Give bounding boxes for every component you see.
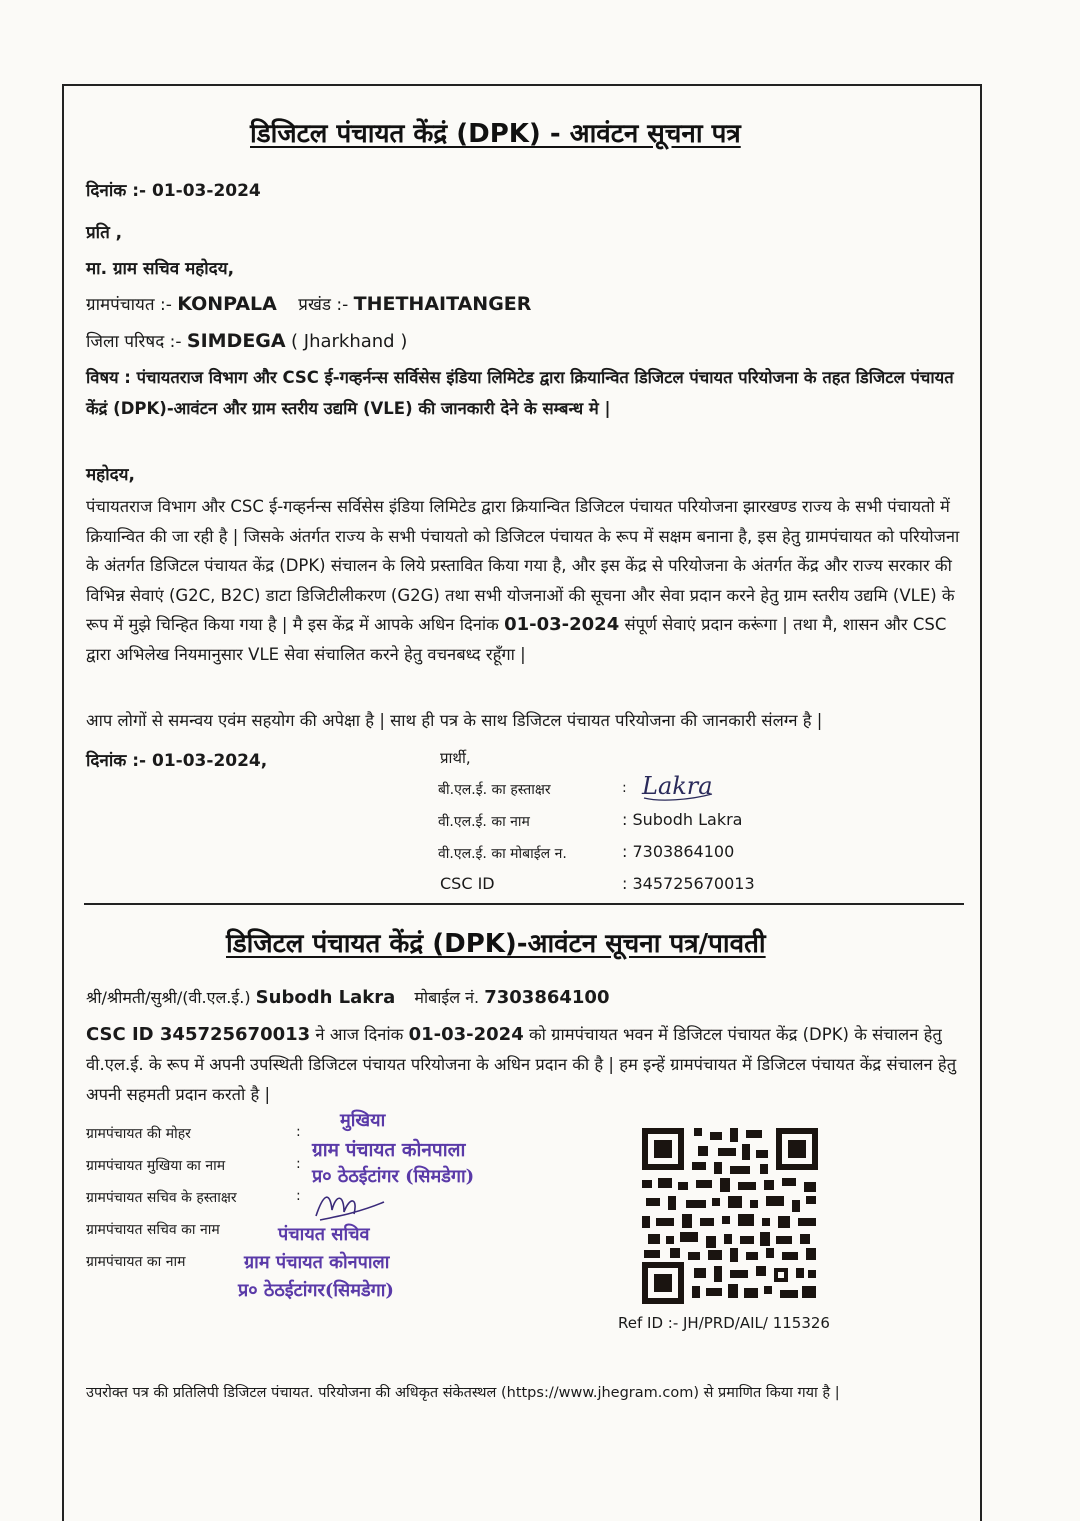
- vle-mobile-label: वी.एल.ई. का मोबाईल न.: [438, 846, 567, 862]
- section-divider: [84, 903, 964, 905]
- sign-date: दिनांक :- 01-03-2024,: [86, 751, 268, 771]
- mobile-label: मोबाईल नं.: [414, 988, 480, 1007]
- vle-signature-text: Lakra: [642, 772, 713, 800]
- qr-code: [642, 1128, 818, 1304]
- letter-date: दिनांक :- 01-03-2024: [86, 181, 261, 201]
- signature-colon: :: [622, 780, 627, 796]
- vle-signature-label: बी.एल.ई. का हस्ताक्षर: [438, 782, 551, 798]
- block-label: प्रखंड :-: [298, 295, 349, 315]
- mukhiya-stamp-block: प्र० ठेठईटांगर (सिमडेगा): [312, 1166, 475, 1187]
- subject: विषय : पंचायतराज विभाग और CSC ई-गव्हर्नन्स सर्विसेस इंडिया लिमिटेड द्वारा क्रियान्वित डिजिटल पंचायत परियोजना के तहत डिजिटल पंचायत केंद्रं (DPK)-आवंटन और ग्राम स्तरीय उद्यमि (VLE) की जानकारी देने के सम्बन्ध मे |: [86, 368, 954, 418]
- receipt-csc-id: CSC ID 345725670013: [86, 1024, 311, 1045]
- vle-name-value: : Subodh Lakra: [622, 810, 743, 829]
- block-value: THETHAITANGER: [353, 293, 532, 315]
- applicant-label: प्रार्थी,: [440, 749, 471, 767]
- ref-id: Ref ID :- JH/PRD/AIL/ 115326: [618, 1314, 830, 1332]
- colon-2: :: [296, 1156, 301, 1172]
- label-panchayat-name: ग्रामपंचायत का नाम: [86, 1254, 186, 1270]
- mobile-value: 7303864100: [484, 987, 610, 1008]
- secretary-stamp-title: पंचायत सचिव: [278, 1224, 370, 1245]
- mukhiya-stamp-panchayat: ग्राम पंचायत कोनपाला: [312, 1139, 466, 1161]
- letter-title: डिजिटल पंचायत केंद्रं (DPK) - आवंटन सूचना पत्र: [250, 119, 741, 149]
- colon-3: :: [296, 1188, 301, 1204]
- label-panchayat-seal: ग्रामपंचायत की मोहर: [86, 1126, 191, 1142]
- gram-panchayat-label: ग्रामपंचायत :-: [86, 295, 172, 315]
- label-secretary-name: ग्रामपंचायत सचिव का नाम: [86, 1222, 220, 1238]
- state-value: ( Jharkhand ): [291, 331, 408, 352]
- receipt-paragraph: [86, 1020, 966, 1110]
- label-secretary-signature: ग्रामपंचायत सचिव के हस्ताक्षर: [86, 1190, 237, 1206]
- body-text-2: संपूर्ण सेवाएं प्रदान करूंगा | तथा मै, शासन और CSC द्वारा अभिलेख नियमानुसार VLE सेवा संचालित करने हेतु वचनबध्द रहूँगा |: [86, 615, 947, 664]
- district-label: जिला परिषद :-: [86, 332, 182, 352]
- csc-id-value: : 345725670013: [622, 874, 755, 893]
- district-value: SIMDEGA: [186, 330, 286, 352]
- body-date: 01-03-2024: [504, 614, 620, 635]
- receipt-date: 01-03-2024: [408, 1024, 524, 1045]
- receipt-text-1: ने आज दिनांक: [310, 1025, 409, 1044]
- salutation: महोदय,: [86, 465, 135, 485]
- footer-note: उपरोक्त पत्र की प्रतिलिपी डिजिटल पंचायत. परियोजना की अधिकृत संकेतस्थल (https://www.jhegram.com) से प्रमाणित किया गया है |: [86, 1385, 840, 1401]
- body-paragraph-2: आप लोगों से समन्वय एवंम सहयोग की अपेक्षा है | साथ ही पत्र के साथ डिजिटल पंचायत परियोजना की जानकारी संलग्न है |: [86, 711, 823, 730]
- receipt-text-2: को ग्रामपंचायत भवन में डिजिटल पंचायत केंद्र (DPK) के संचालन हेतु वी.एल.ई. के रूप में अपनी उपस्थिती डिजिटल पंचायत परियोजना के अधिन प्रदान की है | हम इन्हें ग्रामपंचायत में डिजिटल पंचायत केंद्र संचालन हेतु अपनी सहमती प्रदान करतो है |: [86, 1025, 957, 1104]
- receipt-person-line: [86, 986, 609, 1008]
- colon-1: :: [296, 1124, 301, 1140]
- mukhiya-stamp-title: मुखिया: [340, 1110, 386, 1131]
- gram-panchayat-line: [86, 292, 531, 315]
- person-name: Subodh Lakra: [255, 987, 396, 1008]
- csc-id-label: CSC ID: [440, 874, 495, 893]
- body-paragraph-1: [86, 492, 966, 669]
- secretary-signature: [310, 1186, 390, 1226]
- to-label: प्रति ,: [86, 223, 123, 243]
- vle-signature: [640, 764, 730, 804]
- person-prefix: श्री/श्रीमती/सुश्री/(वी.एल.ई.): [86, 988, 251, 1007]
- secretary-stamp-panchayat: ग्राम पंचायत कोनपाला: [244, 1252, 390, 1273]
- district-line: [86, 329, 407, 352]
- body-text-1: पंचायतराज विभाग और CSC ई-गव्हर्नन्स सर्विसेस इंडिया लिमिटेड द्वारा क्रियान्वित डिजिटल पंचायत परियोजना झारखण्ड राज्य के सभी पंचायतो में क्रियान्वित की जा रही है | जिसके अंतर्गत राज्य के सभी पंचायतो को डिजिटल पंचायत के रूप में सक्षम बनाना है, इस हेतु ग्रामपंचायत को परियोजना के अंतर्गत डिजिटल पंचायत केंद्र (DPK) संचालन के लिये प्रस्तावित किया गया है, और इस केंद्र से परियोजना के अंतर्गत केंद्र और राज्य सरकार की विभिन्न सेवाएं (G2C, B2C) डाटा डिजिटीलीकरण (G2G) तथा सभी योजनाओं की सूचना और सेवा प्रदान करने हेतु ग्राम स्तरीय उद्यमि (VLE) के रूप में मुझे चिन्हित किया गया है | मै इस केंद्र में आपके अधिन दिनांक: [86, 497, 960, 634]
- vle-name-label: वी.एल.ई. का नाम: [438, 814, 530, 830]
- addressee: मा. ग्राम सचिव महोदय,: [86, 259, 235, 279]
- secretary-stamp-block: प्र० ठेठईटांगर(सिमडेगा): [238, 1280, 394, 1301]
- receipt-title: डिजिटल पंचायत केंद्रं (DPK)-आवंटन सूचना पत्र/पावती: [226, 929, 766, 959]
- gram-panchayat-value: KONPALA: [177, 293, 277, 315]
- label-mukhiya-name: ग्रामपंचायत मुखिया का नाम: [86, 1158, 226, 1174]
- vle-mobile-value: : 7303864100: [622, 842, 735, 861]
